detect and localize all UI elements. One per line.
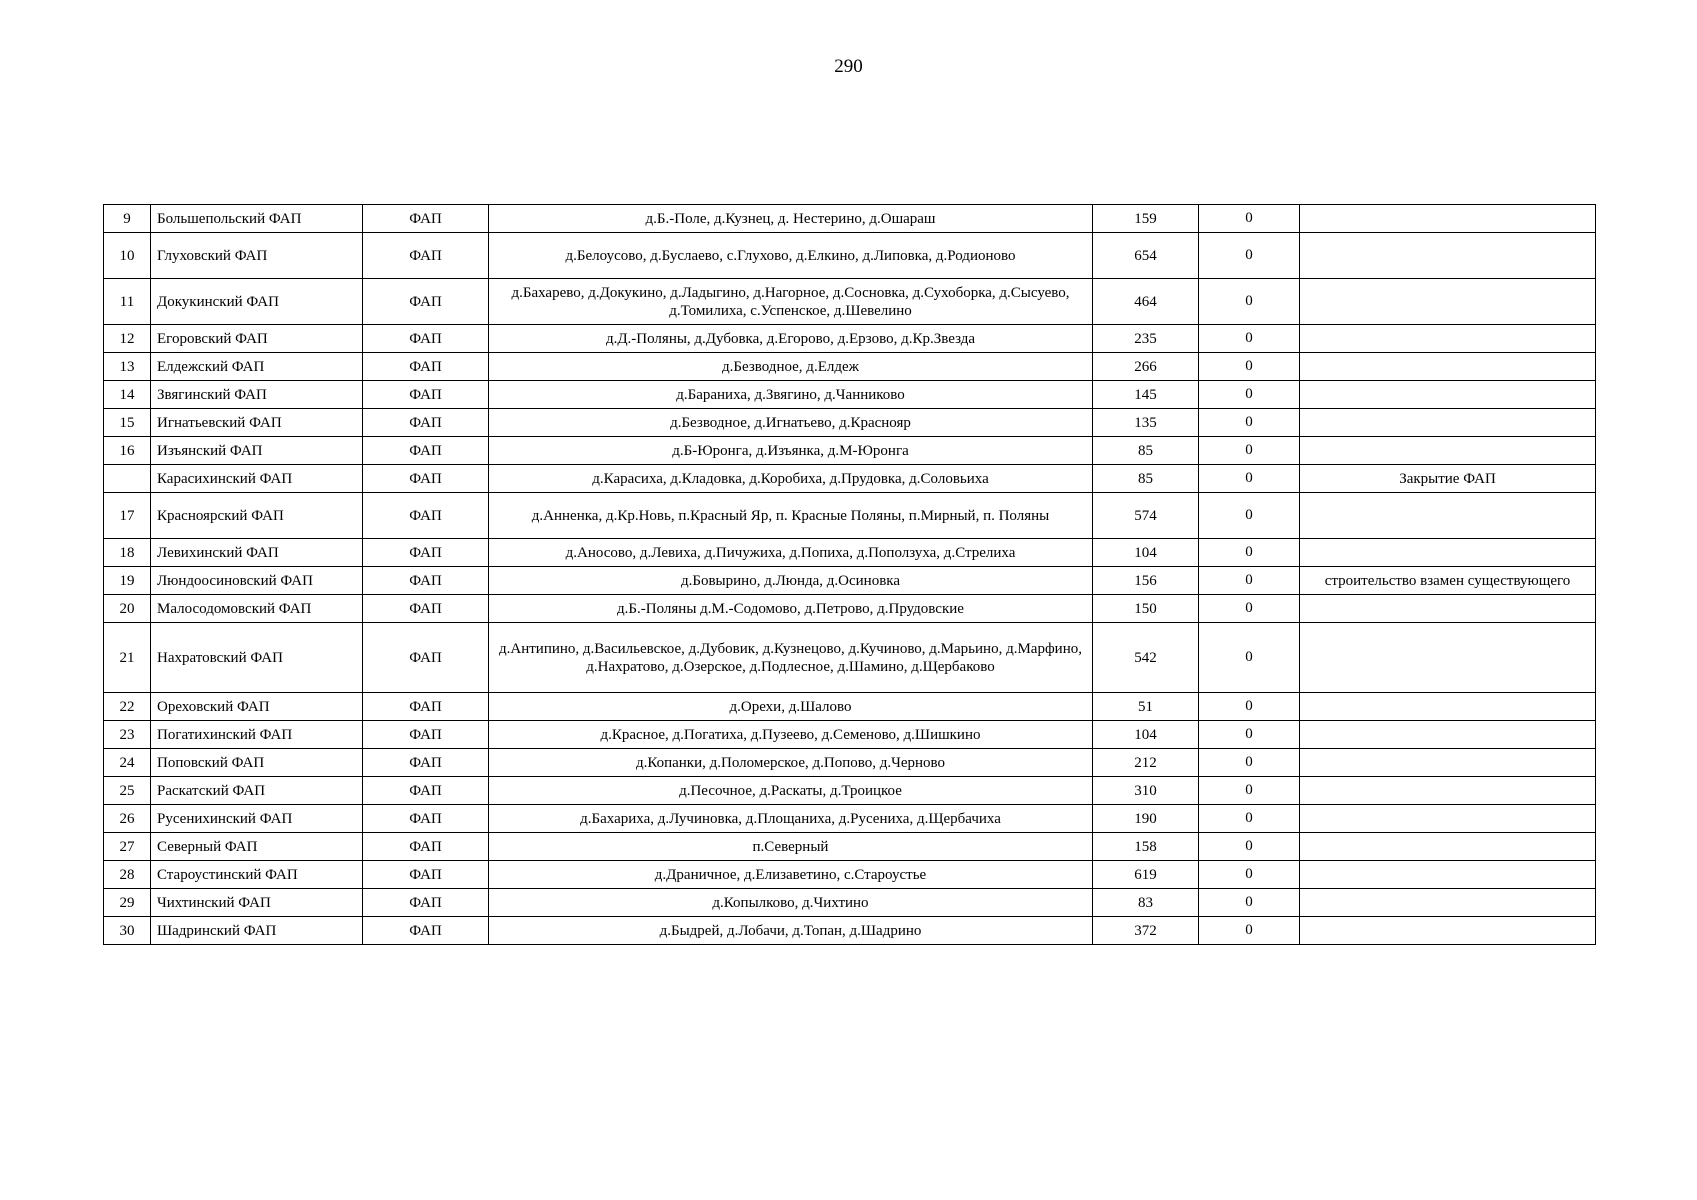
served-villages: д.Бахариха, д.Лучиновка, д.Площаниха, д.Русениха, д.Щербачиха <box>489 805 1093 833</box>
served-villages: д.Бовырино, д.Люнда, д.Осиновка <box>489 567 1093 595</box>
fap-name: Глуховский ФАП <box>151 233 363 279</box>
served-villages: д.Д.-Поляны, д.Дубовка, д.Егорово, д.Ерзово, д.Кр.Звезда <box>489 325 1093 353</box>
population-count: 266 <box>1093 353 1199 381</box>
fap-name: Игнатьевский ФАП <box>151 409 363 437</box>
facility-type: ФАП <box>363 233 489 279</box>
zero-value-text: 0 <box>1245 358 1253 374</box>
table-row <box>104 721 1596 749</box>
table-row <box>104 465 1596 493</box>
fap-name: Малосодомовский ФАП <box>151 595 363 623</box>
fap-name: Изъянский ФАП <box>151 437 363 465</box>
population-count: 83 <box>1093 889 1199 917</box>
zero-value <box>1199 205 1300 233</box>
population-count: 619 <box>1093 861 1199 889</box>
population-count: 104 <box>1093 539 1199 567</box>
population-count: 145 <box>1093 381 1199 409</box>
fap-name: Русенихинский ФАП <box>151 805 363 833</box>
served-villages: д.Копанки, д.Поломерское, д.Попово, д.Черново <box>489 749 1093 777</box>
population-count: 158 <box>1093 833 1199 861</box>
served-villages: д.Орехи, д.Шалово <box>489 693 1093 721</box>
facility-type: ФАП <box>363 623 489 693</box>
zero-value-text: 0 <box>1245 649 1253 665</box>
zero-value-text: 0 <box>1245 922 1253 938</box>
row-number: 24 <box>104 749 151 777</box>
facility-type: ФАП <box>363 279 489 325</box>
facility-type: ФАП <box>363 465 489 493</box>
note-cell <box>1300 493 1596 539</box>
row-number: 20 <box>104 595 151 623</box>
zero-value-text: 0 <box>1245 293 1253 309</box>
row-number: 25 <box>104 777 151 805</box>
table-row <box>104 693 1596 721</box>
zero-value-text: 0 <box>1245 330 1253 346</box>
table-row <box>104 279 1596 325</box>
zero-value-text: 0 <box>1245 894 1253 910</box>
fap-name: Раскатский ФАП <box>151 777 363 805</box>
table-row <box>104 381 1596 409</box>
note-cell <box>1300 205 1596 233</box>
note-cell <box>1300 917 1596 945</box>
note-cell <box>1300 539 1596 567</box>
row-number <box>104 465 151 493</box>
zero-value <box>1199 493 1300 539</box>
facility-type: ФАП <box>363 205 489 233</box>
served-villages: д.Анненка, д.Кр.Новь, п.Красный Яр, п. Красные Поляны, п.Мирный, п. Поляны <box>489 493 1093 539</box>
row-number: 17 <box>104 493 151 539</box>
table-row <box>104 595 1596 623</box>
row-number: 19 <box>104 567 151 595</box>
population-count: 372 <box>1093 917 1199 945</box>
zero-value <box>1199 465 1300 493</box>
served-villages: д.Бахарево, д.Докукино, д.Ладыгино, д.Нагорное, д.Сосновка, д.Сухоборка, д.Сысуево, д.Томилиха, с.Успенское, д.Шевелино <box>489 279 1093 325</box>
table-row <box>104 833 1596 861</box>
row-number: 22 <box>104 693 151 721</box>
row-number: 16 <box>104 437 151 465</box>
facility-type: ФАП <box>363 539 489 567</box>
facility-type: ФАП <box>363 493 489 539</box>
zero-value <box>1199 777 1300 805</box>
fap-name: Погатихинский ФАП <box>151 721 363 749</box>
row-number: 15 <box>104 409 151 437</box>
population-count: 542 <box>1093 623 1199 693</box>
zero-value-text: 0 <box>1245 414 1253 430</box>
note-cell <box>1300 595 1596 623</box>
served-villages: д.Бараниха, д.Звягино, д.Чанниково <box>489 381 1093 409</box>
population-count: 85 <box>1093 465 1199 493</box>
zero-value-text: 0 <box>1245 698 1253 714</box>
row-number: 23 <box>104 721 151 749</box>
fap-name: Ореховский ФАП <box>151 693 363 721</box>
facility-type: ФАП <box>363 777 489 805</box>
fap-name: Большепольский ФАП <box>151 205 363 233</box>
row-number: 26 <box>104 805 151 833</box>
served-villages: д.Безводное, д.Елдеж <box>489 353 1093 381</box>
note-cell <box>1300 233 1596 279</box>
zero-value-text: 0 <box>1245 600 1253 616</box>
note-cell <box>1300 749 1596 777</box>
fap-name: Карасихинский ФАП <box>151 465 363 493</box>
table-row <box>104 539 1596 567</box>
zero-value <box>1199 325 1300 353</box>
note-cell <box>1300 693 1596 721</box>
zero-value <box>1199 539 1300 567</box>
facility-type: ФАП <box>363 889 489 917</box>
fap-name: Люндоосиновский ФАП <box>151 567 363 595</box>
served-villages: д.Б.-Поляны д.М.-Содомово, д.Петрово, д.Прудовские <box>489 595 1093 623</box>
table-row <box>104 623 1596 693</box>
population-count: 654 <box>1093 233 1199 279</box>
table-row <box>104 353 1596 381</box>
served-villages: д.Б.-Поле, д.Кузнец, д. Нестерино, д.Ошараш <box>489 205 1093 233</box>
row-number: 9 <box>104 205 151 233</box>
fap-name: Егоровский ФАП <box>151 325 363 353</box>
served-villages: д.Аносово, д.Левиха, д.Пичужиха, д.Попиха, д.Поползуха, д.Стрелиха <box>489 539 1093 567</box>
zero-value <box>1199 693 1300 721</box>
zero-value <box>1199 279 1300 325</box>
note-cell: Закрытие ФАП <box>1300 465 1596 493</box>
table-row <box>104 861 1596 889</box>
note-cell <box>1300 409 1596 437</box>
note-cell <box>1300 381 1596 409</box>
facility-type: ФАП <box>363 861 489 889</box>
zero-value <box>1199 353 1300 381</box>
facility-type: ФАП <box>363 595 489 623</box>
row-number: 13 <box>104 353 151 381</box>
fap-name: Нахратовский ФАП <box>151 623 363 693</box>
table-row <box>104 233 1596 279</box>
zero-value-text: 0 <box>1245 210 1253 226</box>
row-number: 18 <box>104 539 151 567</box>
facility-type: ФАП <box>363 353 489 381</box>
zero-value-text: 0 <box>1245 782 1253 798</box>
zero-value-text: 0 <box>1245 810 1253 826</box>
served-villages: д.Быдрей, д.Лобачи, д.Топан, д.Шадрино <box>489 917 1093 945</box>
zero-value-text: 0 <box>1245 247 1253 263</box>
population-count: 159 <box>1093 205 1199 233</box>
fap-name: Староустинский ФАП <box>151 861 363 889</box>
note-cell <box>1300 325 1596 353</box>
facility-type: ФАП <box>363 805 489 833</box>
table-row <box>104 493 1596 539</box>
table-row <box>104 205 1596 233</box>
zero-value-text: 0 <box>1245 754 1253 770</box>
note-cell <box>1300 353 1596 381</box>
fap-name: Левихинский ФАП <box>151 539 363 567</box>
zero-value <box>1199 381 1300 409</box>
fap-name: Шадринский ФАП <box>151 917 363 945</box>
zero-value <box>1199 833 1300 861</box>
population-count: 135 <box>1093 409 1199 437</box>
note-cell <box>1300 861 1596 889</box>
zero-value <box>1199 623 1300 693</box>
zero-value-text: 0 <box>1245 866 1253 882</box>
facility-type: ФАП <box>363 721 489 749</box>
note-cell <box>1300 889 1596 917</box>
table-row <box>104 805 1596 833</box>
zero-value <box>1199 861 1300 889</box>
fap-name: Чихтинский ФАП <box>151 889 363 917</box>
table-row <box>104 325 1596 353</box>
table-row <box>104 777 1596 805</box>
row-number: 11 <box>104 279 151 325</box>
zero-value-text: 0 <box>1245 572 1253 588</box>
note-cell <box>1300 777 1596 805</box>
fap-name: Докукинский ФАП <box>151 279 363 325</box>
facility-type: ФАП <box>363 409 489 437</box>
zero-value-text: 0 <box>1245 726 1253 742</box>
note-cell: строительство взамен существующего <box>1300 567 1596 595</box>
population-count: 85 <box>1093 437 1199 465</box>
zero-value-text: 0 <box>1245 544 1253 560</box>
zero-value <box>1199 233 1300 279</box>
zero-value <box>1199 805 1300 833</box>
row-number: 27 <box>104 833 151 861</box>
served-villages: д.Антипино, д.Васильевское, д.Дубовик, д.Кузнецово, д.Кучиново, д.Марьино, д.Марфино, д.Нахратово, д.Озерское, д.Подлесное, д.Шамино, д.Щербаково <box>489 623 1093 693</box>
population-count: 51 <box>1093 693 1199 721</box>
fap-name: Красноярский ФАП <box>151 493 363 539</box>
note-cell <box>1300 279 1596 325</box>
fap-name: Поповский ФАП <box>151 749 363 777</box>
zero-value <box>1199 595 1300 623</box>
facility-type: ФАП <box>363 567 489 595</box>
facility-type: ФАП <box>363 749 489 777</box>
population-count: 156 <box>1093 567 1199 595</box>
zero-value-text: 0 <box>1245 386 1253 402</box>
served-villages: п.Северный <box>489 833 1093 861</box>
served-villages: д.Копылково, д.Чихтино <box>489 889 1093 917</box>
zero-value-text: 0 <box>1245 442 1253 458</box>
zero-value <box>1199 409 1300 437</box>
served-villages: д.Б-Юронга, д.Изъянка, д.М-Юронга <box>489 437 1093 465</box>
facility-type: ФАП <box>363 693 489 721</box>
zero-value <box>1199 567 1300 595</box>
population-count: 464 <box>1093 279 1199 325</box>
zero-value <box>1199 917 1300 945</box>
table-row <box>104 749 1596 777</box>
fap-name: Звягинский ФАП <box>151 381 363 409</box>
note-cell <box>1300 833 1596 861</box>
population-count: 190 <box>1093 805 1199 833</box>
zero-value <box>1199 721 1300 749</box>
zero-value-text: 0 <box>1245 838 1253 854</box>
table-row <box>104 567 1596 595</box>
served-villages: д.Карасиха, д.Кладовка, д.Коробиха, д.Прудовка, д.Соловьиха <box>489 465 1093 493</box>
table-row <box>104 409 1596 437</box>
row-number: 29 <box>104 889 151 917</box>
note-cell <box>1300 805 1596 833</box>
row-number: 10 <box>104 233 151 279</box>
served-villages: д.Красное, д.Погатиха, д.Пузеево, д.Семеново, д.Шишкино <box>489 721 1093 749</box>
facility-type: ФАП <box>363 325 489 353</box>
served-villages: д.Безводное, д.Игнатьево, д.Краснояр <box>489 409 1093 437</box>
table-row <box>104 437 1596 465</box>
fap-name: Елдежский ФАП <box>151 353 363 381</box>
page-number: 290 <box>834 56 863 77</box>
served-villages: д.Песочное, д.Раскаты, д.Троицкое <box>489 777 1093 805</box>
table-row <box>104 889 1596 917</box>
note-cell <box>1300 721 1596 749</box>
facility-type: ФАП <box>363 437 489 465</box>
facility-type: ФАП <box>363 381 489 409</box>
fap-name: Северный ФАП <box>151 833 363 861</box>
note-cell <box>1300 437 1596 465</box>
table-row <box>104 917 1596 945</box>
zero-value <box>1199 889 1300 917</box>
population-count: 212 <box>1093 749 1199 777</box>
fap-table <box>103 204 1596 945</box>
population-count: 104 <box>1093 721 1199 749</box>
row-number: 21 <box>104 623 151 693</box>
population-count: 150 <box>1093 595 1199 623</box>
zero-value-text: 0 <box>1245 470 1253 486</box>
row-number: 28 <box>104 861 151 889</box>
population-count: 235 <box>1093 325 1199 353</box>
population-count: 310 <box>1093 777 1199 805</box>
facility-type: ФАП <box>363 833 489 861</box>
note-cell <box>1300 623 1596 693</box>
served-villages: д.Белоусово, д.Буслаево, с.Глухово, д.Елкино, д.Липовка, д.Родионово <box>489 233 1093 279</box>
zero-value-text: 0 <box>1245 507 1253 523</box>
table-body <box>104 205 1596 945</box>
zero-value <box>1199 749 1300 777</box>
served-villages: д.Драничное, д.Елизаветино, с.Староустье <box>489 861 1093 889</box>
row-number: 14 <box>104 381 151 409</box>
zero-value <box>1199 437 1300 465</box>
facility-type: ФАП <box>363 917 489 945</box>
row-number: 12 <box>104 325 151 353</box>
row-number: 30 <box>104 917 151 945</box>
population-count: 574 <box>1093 493 1199 539</box>
